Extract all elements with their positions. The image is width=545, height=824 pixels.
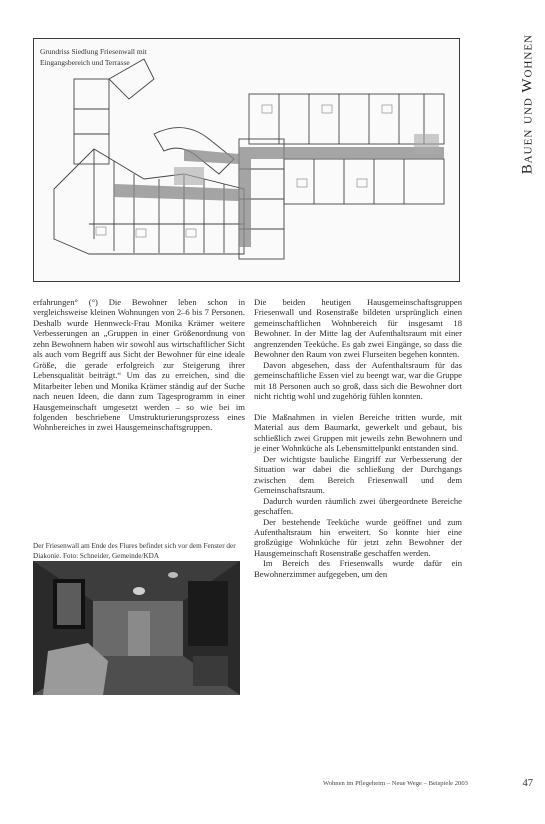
figure-caption [40, 46, 240, 68]
corridor-photo-image [33, 561, 240, 695]
right-paragraph-1: Die beiden heutigen Hausgemeinschaftsgruppen Friesenwall und Rosenstraße bildeten ursprünglich einen gemeinschaftlichen Wohnbereich für insgesamt 18 Bewohner. In der Mitte lag der Aufenthaltsraum mit einer angrenzenden Teeküche. Es gab zwei Eingänge, so dass die Bewohner den Raum von zwei Flurseiten begehen konnten. [254, 297, 462, 360]
page-footer [323, 780, 533, 792]
right-paragraph-7: Im Bereich des Friesenwalls wurde dafür ein Bewohnerzimmer aufgegeben, um den [254, 558, 462, 579]
figure-caption-line-1: Grundriss Siedlung Friesenwall mit [40, 47, 147, 56]
corridor-photo [33, 561, 240, 695]
left-paragraph: erfahrungen° (°) Die Bewohner leben schon in vergleichsweise kleinen Wohnungen von 2–6 bis 7 Personen. Deshalb wurde Hennweck-Frau Monika Krämer weitere Verbesserungen an „Gruppen in einer Größenordnung von zehn Bewohnern haben wir sowohl aus wirtschaftlicher Sicht als auch vom Begriff aus Sicht der Bewohner für eine ideale Größe, die gerade erfolgreich zur Steigerung ihrer Lebensqualität beiträgt.“ Um das zu erreichen, sind die Mitarbeiter leben und Monika Krämer ständig auf der Suche nach neuen Ideen, die dann zum Tagesprogramm in einer Hausgemeinschaft umgesetzt werden – so wie bei im folgenden beschriebene Umstrukturierungsprozess eines Wohnbereiches in zwei Hausgemeinschaftsgruppen. [33, 297, 245, 433]
figure-caption-line-2: Eingangsbereich und Terrasse [40, 58, 130, 67]
photo-caption: Der Friesenwall am Ende des Flures befindet sich vor dem Fenster der Diakonie. Foto: Schneider, Gemeinde/KDA [33, 542, 236, 560]
footer-publication: Wohnen im Pflegeheim – Neue Wege – Beispiele 2003 [323, 780, 468, 787]
section-heading-vertical [486, 34, 536, 224]
left-text-column [33, 297, 245, 433]
section-heading-text: Bauen und Wohnen [519, 34, 535, 175]
page-number: 47 [522, 778, 533, 789]
floor-plan-drawing [34, 39, 459, 281]
right-paragraph-3: Die Maßnahmen in vielen Bereiche tritten wurde, mit Material aus dem Baumarkt, gewerkelt und gebaut, bis schließlich zwei Gruppen mit jeweils zehn Bewohnern und je einer Wohnküche als Lebensmittelpunkt entstanden sind. [254, 412, 462, 454]
right-text-column [254, 297, 462, 579]
floor-plan-figure [33, 38, 460, 282]
right-paragraph-4: Der wichtigste bauliche Eingriff zur Verbesserung der Situation war dabei die schließung der Durchgangs zwischen dem Bereich Friesenwall und dem Gemeinschaftsraum. [254, 453, 462, 496]
right-paragraph-2: Davon abgesehen, dass der Aufenthaltsraum für das gemeinschaftliche Essen viel zu beengt war, war die Gruppe mit 18 Personen auch so groß, dass sich die Bewohner dort nicht richtig wohl und zugehörig fühlen konnten. [254, 359, 462, 402]
right-paragraph-5: Dadurch wurden räumlich zwei übergeordnete Bereiche geschaffen. [254, 495, 462, 517]
right-paragraph-6: Der bestehende Teeküche wurde geöffnet und zum Aufenthaltsraum hin erweitert. So konnte hier eine großzügige Wohnküche für jetzt zehn Bewohner der Hausgemeinschaft Rosenstraße geschaffen werden. [254, 516, 462, 558]
